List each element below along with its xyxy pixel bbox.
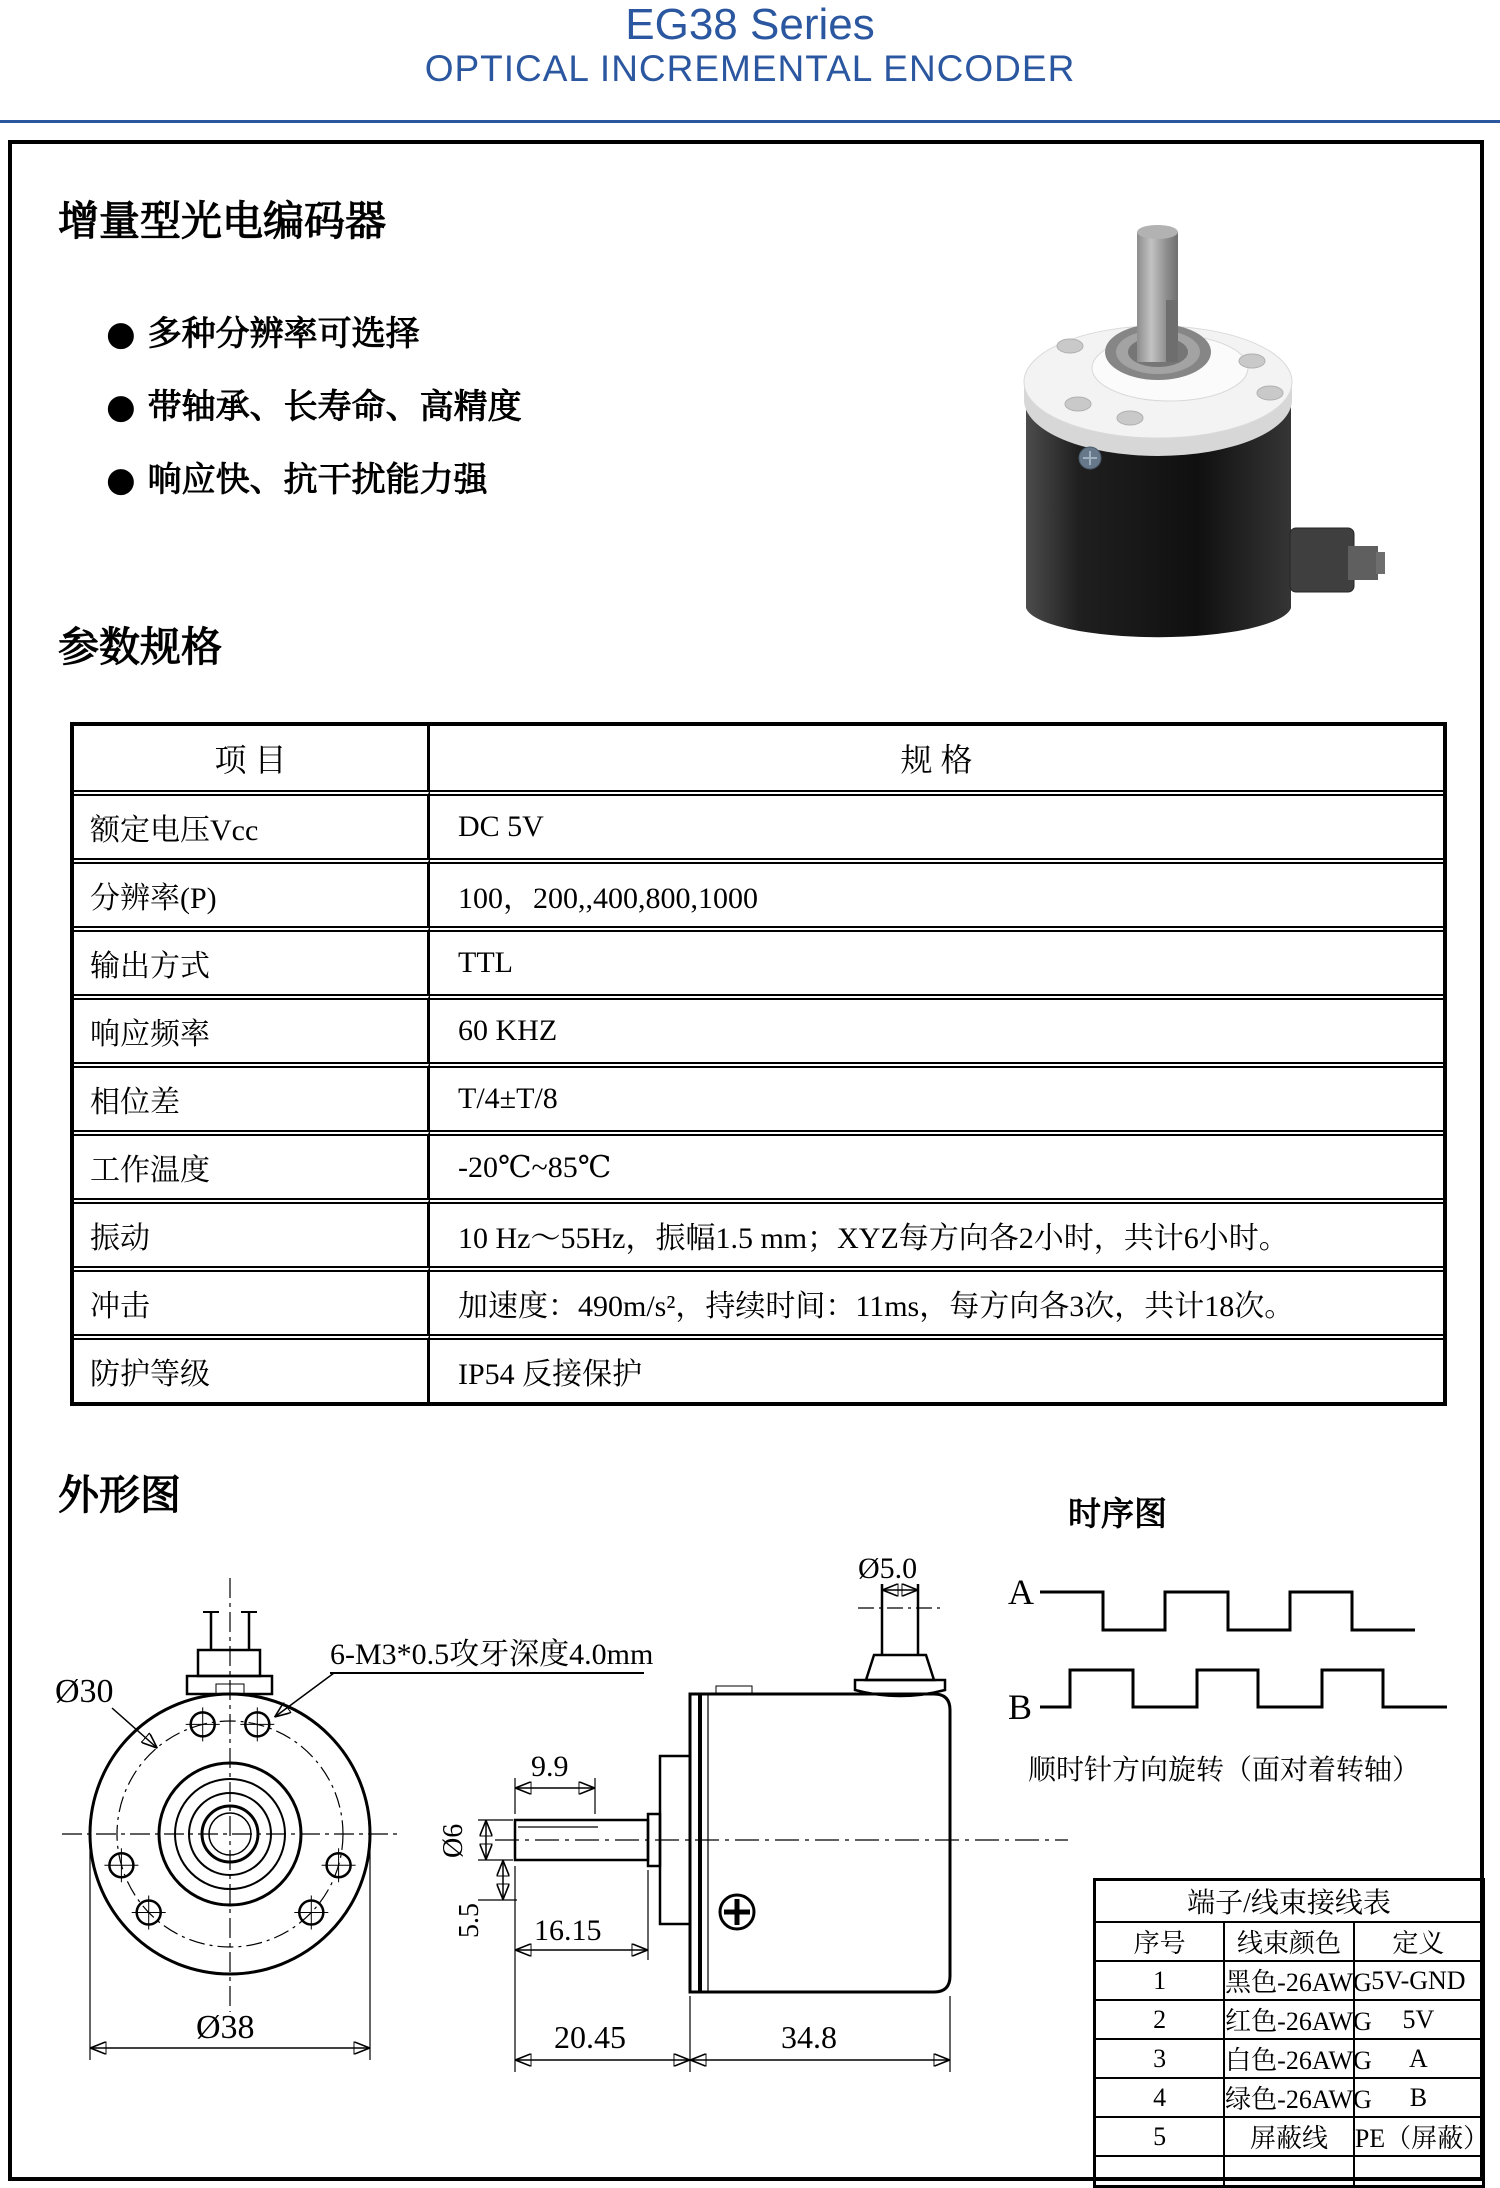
wire-def: A: [1354, 2039, 1484, 2078]
bullet-icon: ●: [106, 314, 136, 354]
wire-no: 3: [1095, 2039, 1225, 2078]
wire-color: 白色-26AWG: [1224, 2039, 1354, 2078]
table-row: [74, 1062, 1443, 1130]
table-row: [74, 1266, 1443, 1334]
page-title: EG38 Series: [625, 0, 875, 49]
table-row: [74, 858, 1443, 926]
table-row: [74, 1334, 1443, 1402]
table-row: [1095, 2000, 1484, 2039]
table-row: [74, 790, 1443, 858]
spec-value: DC 5V: [430, 790, 1443, 858]
intro-heading: 增量型光电编码器: [58, 197, 386, 245]
feature-item: [106, 452, 488, 501]
spec-value: 10 Hz～55Hz，振幅1.5 mm；XYZ每方向各2小时，共计6小时。: [430, 1198, 1443, 1266]
feature-label: 响应快、抗干扰能力强: [147, 460, 488, 500]
dim-1615-label: 16.15: [534, 1914, 602, 1947]
spec-value: 100，200,,400,800,1000: [430, 858, 1443, 926]
spec-col-spec: 规 格: [900, 742, 973, 778]
dim-348-label: 34.8: [781, 2019, 837, 2055]
spec-label: 振动: [74, 1198, 430, 1266]
dim-99-label: 9.9: [531, 1750, 569, 1783]
timing-diagram: [1008, 1572, 1447, 1727]
spec-value: IP54 反接保护: [430, 1334, 1443, 1402]
specs-heading: 参数规格: [58, 623, 222, 671]
table-row: [74, 1130, 1443, 1198]
page-subtitle: OPTICAL INCREMENTAL ENCODER: [424, 48, 1076, 89]
wiring-col-def: 定义: [1354, 1922, 1484, 1961]
wire-no: 5: [1095, 2117, 1225, 2156]
product-photo: [990, 150, 1410, 650]
spec-value: TTL: [430, 926, 1443, 994]
spec-label: 额定电压Vcc: [74, 790, 430, 858]
feature-label: 多种分辨率可选择: [147, 314, 420, 354]
table-row: [1095, 1961, 1484, 2000]
channel-b-label: B: [1008, 1687, 1033, 1727]
spec-label: 输出方式: [74, 926, 430, 994]
spec-label: 响应频率: [74, 994, 430, 1062]
dim-m3-label: 6-M3*0.5攻牙深度4.0mm: [330, 1638, 654, 1671]
spec-label: 冲击: [74, 1266, 430, 1334]
title-divider: [0, 120, 1500, 123]
spec-label: 分辨率(P): [74, 858, 430, 926]
spec-header-row: [74, 726, 1443, 790]
feature-label: 带轴承、长寿命、高精度: [147, 387, 522, 427]
wiring-col-no: 序号: [1095, 1922, 1225, 1961]
table-row: [1095, 2117, 1484, 2156]
wire-def: PE（屏蔽）: [1354, 2117, 1484, 2156]
spec-value: 加速度：490m/s²，持续时间：11ms，每方向各3次，共计18次。: [430, 1266, 1443, 1334]
wire-no: 1: [1095, 1961, 1225, 2000]
wire-color: 红色-26AWG: [1224, 2000, 1354, 2039]
bullet-icon: ●: [106, 460, 136, 500]
bullet-icon: ●: [106, 387, 136, 427]
spec-value: 60 KHZ: [430, 994, 1443, 1062]
feature-item: [106, 379, 522, 428]
wire-no: 2: [1095, 2000, 1225, 2039]
dim-2045-label: 20.45: [554, 2019, 626, 2055]
table-row: [1095, 2078, 1484, 2117]
dim-55-label: 5.5: [454, 1903, 485, 1938]
wiring-title: 端子/线束接线表: [1095, 1880, 1484, 1923]
dim-d38-label: Ø38: [196, 2009, 255, 2046]
side-view-drawing: [438, 1552, 1068, 2072]
wiring-table: [1093, 1878, 1490, 2188]
outline-heading: 外形图: [58, 1471, 181, 1519]
dim-d6-label: Ø6: [438, 1823, 469, 1858]
table-row: [74, 994, 1443, 1062]
channel-a-label: A: [1008, 1572, 1034, 1612]
wire-color: 屏蔽线: [1224, 2117, 1354, 2156]
spec-label: 工作温度: [74, 1130, 430, 1198]
table-row: [1095, 2039, 1484, 2078]
spec-table: [70, 722, 1447, 1406]
wire-no: 4: [1095, 2078, 1225, 2117]
wire-def: B: [1354, 2078, 1484, 2117]
table-row: [74, 926, 1443, 994]
dim-d30-label: Ø30: [55, 1673, 114, 1710]
side-connector-stub: [855, 1584, 945, 1696]
wire-color: 黑色-26AWG: [1224, 1961, 1354, 2000]
wire-def: 5V-GND: [1354, 1961, 1484, 2000]
timing-heading: 时序图: [1068, 1494, 1167, 1533]
wiring-col-color: 线束颜色: [1224, 1922, 1354, 1961]
wire-def: 5V: [1354, 2000, 1484, 2039]
spec-col-item: 项 目: [74, 726, 430, 790]
table-row-empty: [1095, 2156, 1484, 2187]
feature-item: [106, 306, 420, 355]
spec-label: 相位差: [74, 1062, 430, 1130]
spec-value: T/4±T/8: [430, 1062, 1443, 1130]
wiring-header-row: [1095, 1922, 1484, 1961]
dim-d50-label: Ø5.0: [858, 1552, 918, 1585]
spec-value: -20℃~85℃: [430, 1130, 1443, 1198]
wiring-title-row: [1095, 1880, 1484, 1923]
wire-color: 绿色-26AWG: [1224, 2078, 1354, 2117]
timing-caption: 顺时针方向旋转（面对着转轴）: [1028, 1753, 1421, 1786]
table-row: [74, 1198, 1443, 1266]
spec-label: 防护等级: [74, 1334, 430, 1402]
